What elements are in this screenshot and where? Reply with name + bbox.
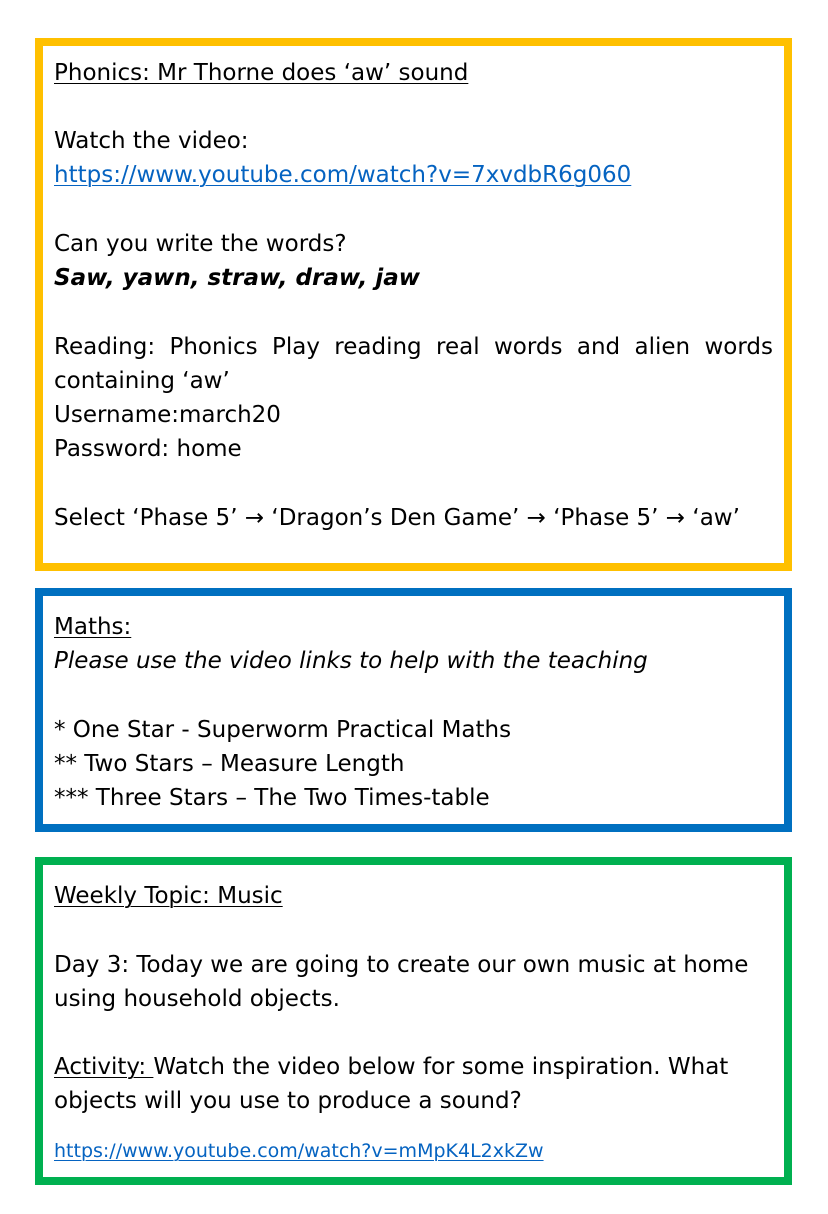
topic-box <box>35 857 792 1185</box>
username-text: Username:march20 <box>54 402 281 428</box>
password-text: Password: home <box>54 436 242 462</box>
reading-instructions: Reading: Phonics Play reading real words and alien words containing ‘aw’ <box>54 334 773 394</box>
phonics-box <box>35 38 792 571</box>
topic-heading: Weekly Topic: Music <box>54 883 283 909</box>
topic-video-link[interactable]: https://www.youtube.com/watch?v=mMpK4L2xkZw <box>54 1140 544 1162</box>
maths-item-two-stars: ** Two Stars – Measure Length <box>54 751 405 777</box>
watch-video-label: Watch the video: <box>54 128 249 154</box>
activity-text: Watch the video below for some inspiration. What objects will you use to produce a sound? <box>54 1054 729 1114</box>
phonics-video-link-line <box>54 158 773 192</box>
topic-video-link-line <box>54 1134 773 1168</box>
maths-instruction: Please use the video links to help with the teaching <box>54 648 648 674</box>
maths-item-one-star: * One Star - Superworm Practical Maths <box>54 717 512 743</box>
topic-day-text: Day 3: Today we are going to create our own music at home using household objects. <box>54 952 749 1012</box>
phonics-heading: Phonics: Mr Thorne does ‘aw’ sound <box>54 60 469 86</box>
words-prompt: Can you write the words? <box>54 231 347 257</box>
maths-heading: Maths: <box>54 614 132 640</box>
topic-activity <box>54 1050 773 1118</box>
phonics-video-link[interactable]: https://www.youtube.com/watch?v=7xvdbR6g060 <box>54 162 632 188</box>
maths-box <box>35 588 792 832</box>
maths-item-three-stars: *** Three Stars – The Two Times-table <box>54 785 490 811</box>
activity-label: Activity: <box>54 1054 154 1080</box>
words-list: Saw, yawn, straw, draw, jaw <box>54 265 421 291</box>
select-path-text: Select ‘Phase 5’ → ‘Dragon’s Den Game’ → ‘Phase 5’ → ‘aw’ <box>54 505 740 531</box>
